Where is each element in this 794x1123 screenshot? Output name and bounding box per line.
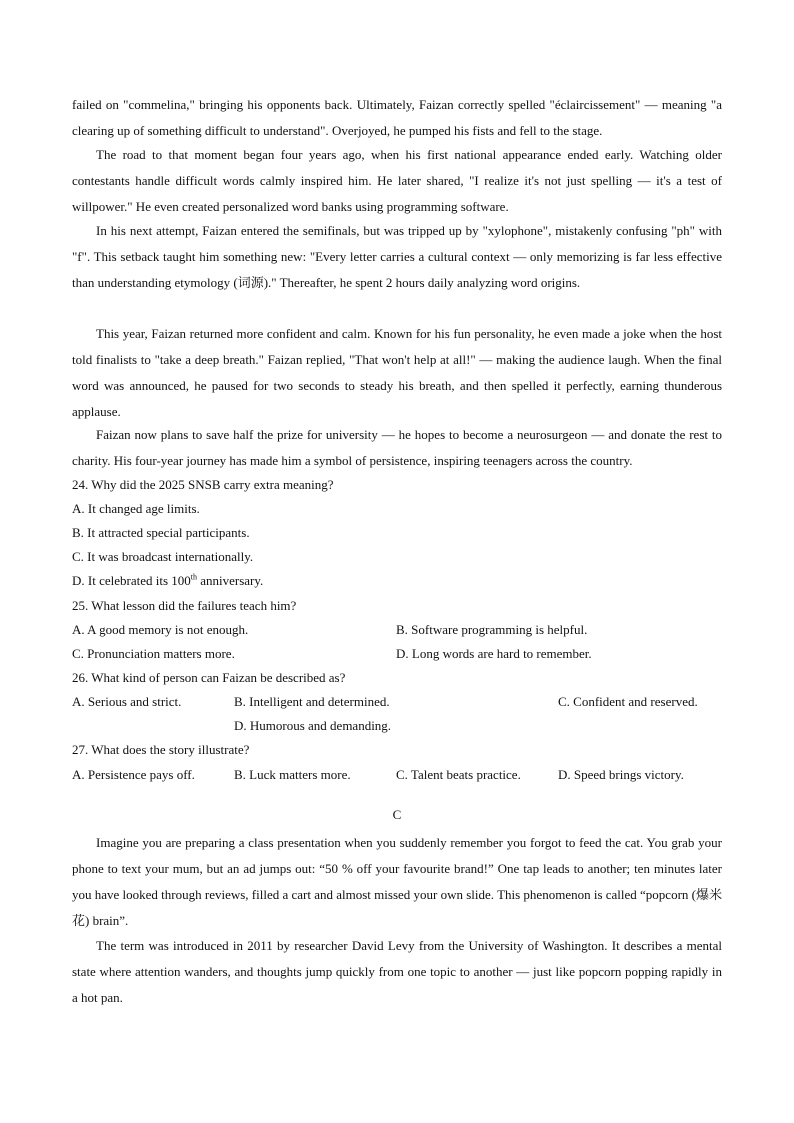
question-24-option-a: A. It changed age limits.: [72, 501, 200, 516]
question-24-option-c: C. It was broadcast internationally.: [72, 549, 254, 564]
passage-b-paragraph-4: Faizan now plans to save half the prize for university — he hopes to become a neurosurgeon — and donate the rest to charity. His four-year journey has made him a symbol of persistence, inspiring teenagers across the country.: [72, 427, 722, 468]
question-27-option-c: C. Talent beats practice.: [396, 767, 521, 782]
question-26-option-b: B. Intelligent and determined.: [234, 694, 390, 709]
question-25-option-a: A. A good memory is not enough.: [72, 622, 249, 637]
passage-b-paragraph-3: This year, Faizan returned more confident and calm. Known for his fun personality, he even made a joke when the host told finalists to "take a deep breath." Faizan replied, "That won't help at all!" — making the audience laugh. When the final word was announced, he paused for two seconds to steady his breath, and then spelled it perfectly, earning thunderous applause.: [72, 326, 722, 419]
question-24-option-d: [72, 568, 263, 594]
question-25-stem: 25. What lesson did the failures teach him?: [72, 598, 297, 613]
question-24-option-b: B. It attracted special participants.: [72, 525, 250, 540]
question-27-stem: 27. What does the story illustrate?: [72, 742, 250, 757]
question-24-stem: 24. Why did the 2025 SNSB carry extra meaning?: [72, 477, 334, 492]
question-24-option-d-tail: anniversary.: [197, 573, 264, 588]
question-25-option-b: B. Software programming is helpful.: [396, 622, 588, 637]
passage-b-paragraph-1: The road to that moment began four years ago, when his first national appearance ended early. Watching older contestants handle difficult words calmly inspired him. He later shared, "I realize it's not just spelling — it's a test of willpower." He even created personalized word banks using programming software.: [72, 147, 722, 214]
question-26-option-a: A. Serious and strict.: [72, 694, 182, 709]
question-24-option-d-superscript: th: [190, 572, 197, 582]
question-26-stem: 26. What kind of person can Faizan be described as?: [72, 670, 346, 685]
passage-c-paragraph-1: Imagine you are preparing a class presentation when you suddenly remember you forgot to feed the cat. You grab your phone to text your mum, but an ad jumps out: “50 % off your favourite brand!” One tap leads to another; ten minutes later you have looked through reviews, filled a cart and almost missed your own slide. This phenomenon is called “popcorn (爆米花) brain”.: [72, 835, 722, 928]
question-25-option-c: C. Pronunciation matters more.: [72, 646, 235, 661]
passage-b-paragraph-2: In his next attempt, Faizan entered the semifinals, but was tripped up by "xylophone", mistakenly confusing "ph" with "f". This setback taught him something new: "Every letter carries a cultural context — only memorizing is far less effective than understanding etymology (词源)." Thereafter, he spent 2 hours daily analyzing word origins.: [72, 223, 722, 290]
question-27-option-d: D. Speed brings victory.: [558, 767, 684, 782]
question-26-option-c: C. Confident and reserved.: [558, 694, 698, 709]
question-27-option-b: B. Luck matters more.: [234, 767, 351, 782]
question-26-option-d: D. Humorous and demanding.: [234, 718, 392, 733]
question-24-option-d-text: D. It celebrated its 100: [72, 573, 191, 588]
passage-c-paragraph-2: The term was introduced in 2011 by researcher David Levy from the University of Washington. It describes a mental state where attention wanders, and thoughts jump quickly from one topic to another — just like popcorn popping rapidly in a hot pan.: [72, 938, 722, 1005]
question-25-option-d: D. Long words are hard to remember.: [396, 646, 592, 661]
section-c-heading: C: [392, 807, 402, 822]
passage-b-paragraph-0: failed on "commelina," bringing his opponents back. Ultimately, Faizan correctly spelled "éclaircissement" — meaning "a clearing up of something difficult to understand". Overjoyed, he pumped his fists and fell to the stage.: [72, 97, 722, 138]
question-27-option-a: A. Persistence pays off.: [72, 767, 195, 782]
